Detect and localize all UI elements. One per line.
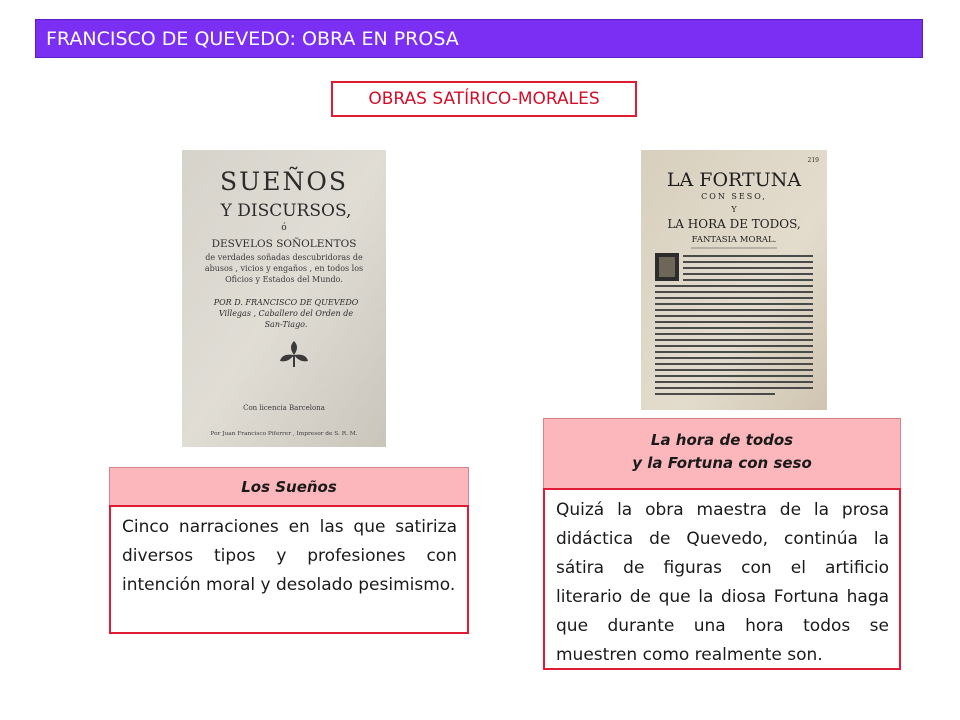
suenos-cover-image bbox=[182, 150, 386, 447]
cover-line: de verdades soñadas descubridoras de bbox=[205, 253, 363, 262]
cover-line: Y DISCURSOS, bbox=[220, 201, 352, 221]
cover-line: FANTASIA MORAL. bbox=[691, 235, 777, 245]
cover-line: Por Juan Francisco Piferrer , Impresor de S. R. M. bbox=[210, 431, 358, 437]
cover-line: San-Tiago. bbox=[264, 320, 308, 329]
page-title: FRANCISCO DE QUEVEDO: OBRA EN PROSA bbox=[35, 19, 923, 58]
cover-line: POR D. FRANCISCO DE QUEVEDO bbox=[213, 298, 359, 307]
work-caption-suenos: Los Sueños bbox=[109, 467, 469, 505]
fortuna-page-image bbox=[641, 150, 827, 410]
cover-line: LA FORTUNA bbox=[666, 169, 802, 191]
cover-line: abusos , vicios y engaños , en todos los bbox=[204, 264, 364, 273]
cover-line: CON SESO, bbox=[701, 192, 767, 201]
cover-line: LA HORA DE TODOS, bbox=[667, 217, 801, 231]
cover-line: ó bbox=[281, 223, 287, 233]
work-description-suenos: Cinco narraciones en las que satiriza diversos tipos y profesiones con intención moral y desolado pesimismo. bbox=[109, 505, 469, 634]
cover-line: Oficios y Estados del Mundo. bbox=[225, 275, 343, 284]
cover-line: Villegas , Caballero del Orden de bbox=[218, 309, 354, 318]
cover-line: DESVELOS SOÑOLENTOS bbox=[211, 238, 357, 250]
cover-line: Con licencia Barcelona bbox=[243, 404, 325, 412]
work-caption-hora-de-todos bbox=[543, 418, 901, 488]
work-description-hora-de-todos: Quizá la obra maestra de la prosa didáctica de Quevedo, continúa la sátira de figuras con el artificio literario de que la diosa Fortuna haga que durante una hora todos se muestren como realmente son. bbox=[543, 488, 901, 670]
page-number: 219 bbox=[807, 157, 819, 164]
cover-line: Y bbox=[731, 205, 737, 214]
caption-line: La hora de todos bbox=[650, 431, 794, 449]
section-title: OBRAS SATÍRICO-MORALES bbox=[331, 81, 637, 117]
caption-line: y la Fortuna con seso bbox=[632, 454, 812, 472]
cover-line: SUEÑOS bbox=[220, 167, 348, 196]
